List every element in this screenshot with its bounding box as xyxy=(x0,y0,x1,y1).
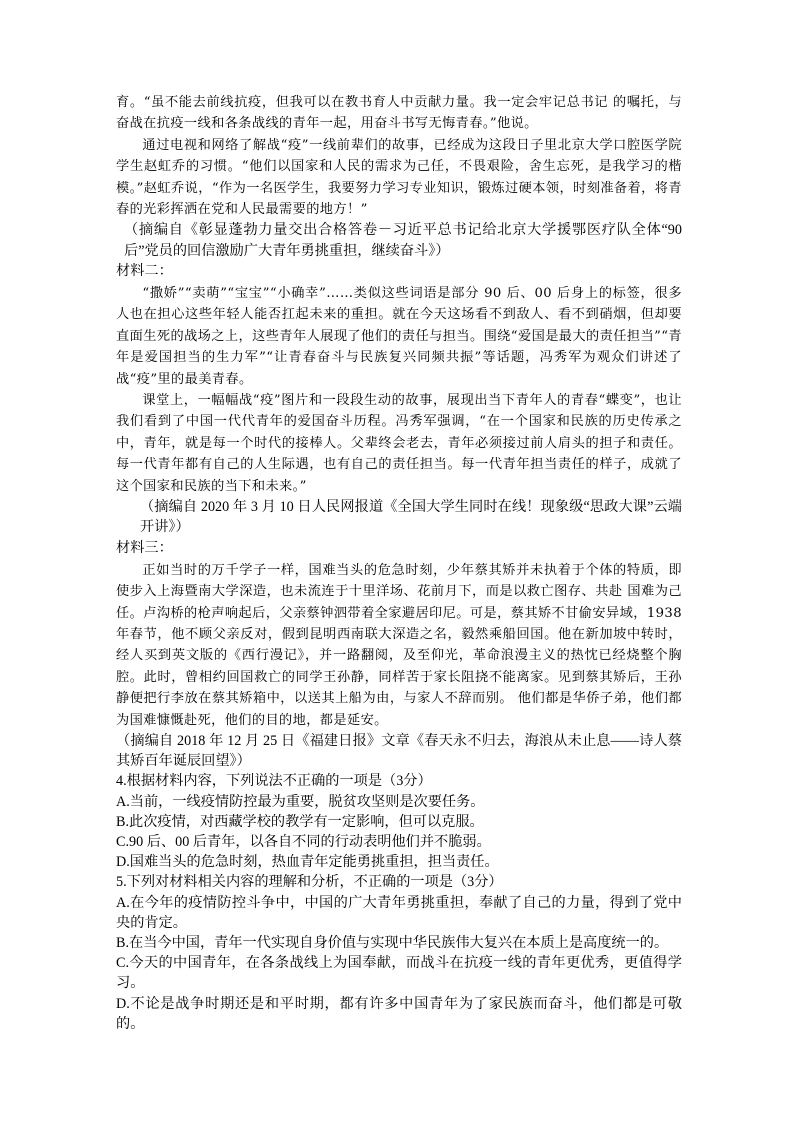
material-one xyxy=(116,92,682,261)
material-three-source: （摘编自 2018 年 12 月 25 日《福建日报》文章《春天永不归去，海浪从未止息——诗人蔡其矫百年诞辰回望》） xyxy=(116,732,682,770)
question-5-option-d: D.不论是战争时期还是和平时期，都有许多中国青年为了家民族而奋斗，他们都是可敬的。 xyxy=(116,995,682,1032)
question-5 xyxy=(116,872,682,1034)
material-one-paragraph-2: 通过电视和网络了解战“疫”一线前辈们的故事，已经成为这段日子里北京大学口腔医学院学生赵虹乔的习惯。“他们以国家和人民的需求为己任，不畏艰险，舍生忘死，是我学习的楷模。”赵虹乔说，“作为一名医学生，我要努力学习专业知识，锻炼过硬本领，时刻准备着，将青春的光彩挥洒在党和人民最需要的地方！” xyxy=(116,137,682,218)
question-5-option-a: A.在今年的疫情防控斗争中，中国的广大青年勇挑重担，奉献了自己的力量，得到了党中 央的肯定。 xyxy=(116,894,682,931)
material-one-source: （摘编自《彰显蓬勃力量交出合格答卷－习近平总书记给北京大学援鄂医疗队全体“90 后”党员的回信激励广大青年勇挑重担，继续奋斗》） xyxy=(124,222,682,259)
material-one-paragraph-continued: 育。“虽不能去前线抗疫，但我可以在教书育人中贡献力量。我一定会牢记总书记 的嘱托，与奋战在抗疫一线和各条战线的青年一起，用奋斗书写无悔青春。”他说。 xyxy=(116,95,682,132)
material-three xyxy=(116,538,682,772)
question-4-option-b: B.此次疫情，对西藏学校的教学有一定影响，但可以克服。 xyxy=(116,813,484,830)
material-three-paragraph-1: 正如当时的万千学子一样，国难当头的危急时刻，少年蔡其矫并未执着于个体的特质，即使步入上海暨南大学深造，也未流连于十里洋场、花前月下，而是以救亡图存、共赴 国难为己任。卢沟桥的枪声响起后，父亲蔡钟泗带着全家避居印尼。可是，蔡其矫不甘偷安异域，1938 年春节，他不顾父亲反对，假到昆明西南联大深造之名，毅然乘船回国。他在新加坡中转时，经人买到英文版的《西行漫记》，并一路翻阅，及至仰光，革命浪漫主义的热忱已经烧整个胸腔。此时，曾相约回国救亡的同学王孙静，同样苦于家长阻挠不能离家。见到蔡其矫后，王孙静便把行李放在蔡其矫箱中，以送其上船为由，与家人不辞而别。 他们都是华侨子弟，他们都为国难慷慨赴死，他们的目的地，都是延安。 xyxy=(116,562,682,728)
document-page xyxy=(116,92,682,1034)
material-two xyxy=(116,261,682,538)
question-4-option-d: D.国难当头的危急时刻，热血青年定能勇挑重担，担当责任。 xyxy=(116,854,499,871)
question-4-option-c: C.90 后、00 后青年，以各自不同的行动表明他们并不脆弱。 xyxy=(116,833,491,850)
question-5-stem: 5.下列对材料相关内容的理解和分析，不正确的一项是（3分） xyxy=(116,874,503,891)
material-two-heading: 材料二： xyxy=(116,262,173,279)
question-5-option-b: B.在当今中国，青年一代实现自身价值与实现中华民族伟大复兴在本质上是高度统一的。 xyxy=(116,935,669,951)
question-4-stem: 4.根据材料内容，下列说法不正确的一项是（3分） xyxy=(116,773,432,790)
question-4-option-a: A.当前，一线疫情防控最为重要，脱贫攻坚则是次要任务。 xyxy=(116,793,485,810)
material-two-paragraph-1: “撒娇”“卖萌”“宝宝”“小确幸”……类似这些词语是部分 90 后、00 后身上的标签，很多人也在担心这些年轻人能否扛起未来的重担。就在今天这场看不到敌人、看不到硝烟，但却要直面生死的战场之上，这些青年人展现了他们的责任与担当。围绕“爱国是最大的责任担当”“青年是爱国担当的生力军”“让青春奋斗与民族复兴同频共振”等话题，冯秀军为观众们讲述了战“疫”里的最美青春。 xyxy=(116,286,682,387)
material-two-source: （摘编自 2020 年 3 月 10 日人民网报道《全国大学生同时在线！现象级“思政大课”云端开讲》） xyxy=(140,499,682,536)
question-5-option-c: C.今天的中国青年，在各条战线上为国奉献，而战斗在抗疫一线的青年更优秀，更值得学习。 xyxy=(116,955,682,992)
material-three-heading: 材料三： xyxy=(116,539,173,556)
material-two-paragraph-2: 课堂上，一幅幅战“疫”图片和一段段生动的故事，展现出当下青年人的青春“蝶变”，也让我们看到了中国一代代青年的爱国奋斗历程。冯秀军强调，“在一个国家和民族的历史传承之中，青年，就是每一个时代的接棒人。父辈终会老去，青年必须接过前人肩头的担子和责任。每一代青年都有自己的人生际遇，也有自己的责任担当。每一代青年担当责任的样子，成就了这个国家和民族的当下和未来。” xyxy=(116,393,682,494)
question-4 xyxy=(116,771,682,872)
